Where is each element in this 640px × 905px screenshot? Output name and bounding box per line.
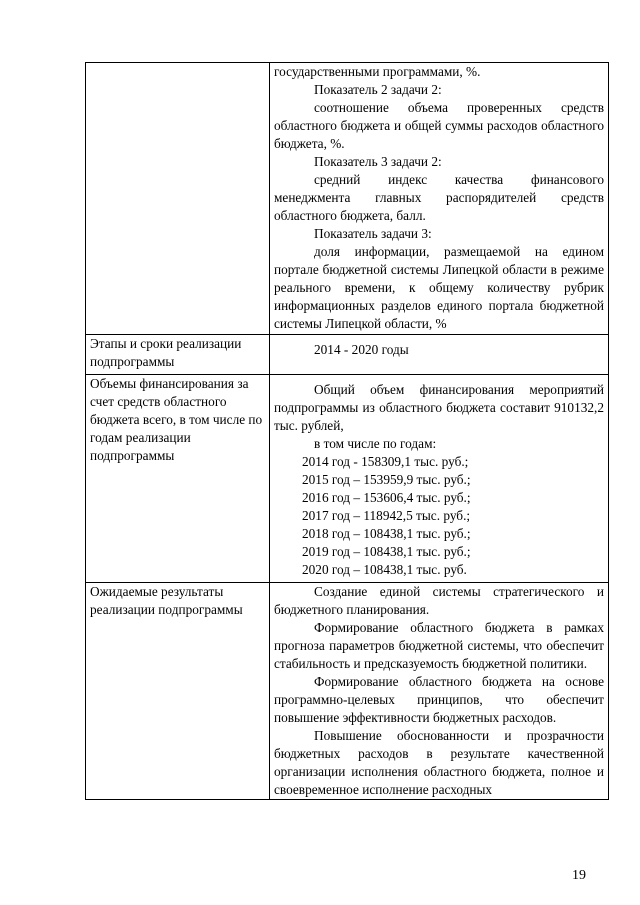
result-paragraph: Повышение обоснованности и прозрачности бюджетных расходов в результате качественной организации исполнения областного бюджета, полное и своевременное исполнение расходных	[274, 728, 604, 797]
indicator-text: государственными программами, %.	[274, 64, 481, 79]
funding-year-2018: 2018 год – 108438,1 тыс. руб.;	[302, 526, 471, 541]
indicator-text: доля информации, размещаемой на едином портале бюджетной системы Липецкой области в режиме реального времени, к общему количеству рубрик информационных разделов единого портала бюджетной системы Липецкой области, %	[274, 244, 604, 331]
indicator-heading: Показатель задачи 3:	[314, 226, 432, 241]
funding-cell	[270, 375, 609, 583]
indicators-cell	[270, 63, 609, 335]
funding-years-heading: в том числе по годам:	[314, 436, 437, 451]
funding-intro: Общий объем финансирования мероприятий подпрограммы из областного бюджета составит 910132,2 тыс. рублей,	[274, 382, 604, 433]
result-paragraph: Формирование областного бюджета на основе программно-целевых принципов, что обеспечит повышение эффективности бюджетных расходов.	[274, 674, 604, 725]
results-cell	[270, 583, 609, 800]
row-label-empty	[86, 63, 270, 335]
indicator-text: соотношение объема проверенных средств областного бюджета и общей суммы расходов областного бюджета, %.	[274, 100, 604, 151]
funding-year-2015: 2015 год – 153959,9 тыс. руб.;	[302, 472, 471, 487]
table-row	[86, 335, 609, 375]
funding-year-2014: 2014 год - 158309,1 тыс. руб.;	[302, 454, 469, 469]
funding-year-2019: 2019 год – 108438,1 тыс. руб.;	[302, 544, 471, 559]
result-paragraph: Создание единой системы стратегического и бюджетного планирования.	[274, 584, 604, 617]
results-label: Ожидаемые результаты реализации подпрограммы	[86, 583, 270, 800]
indicator-heading: Показатель 3 задачи 2:	[314, 154, 442, 169]
funding-year-2017: 2017 год – 118942,5 тыс. руб.;	[302, 508, 471, 523]
indicator-heading: Показатель 2 задачи 2:	[314, 82, 442, 97]
funding-year-2016: 2016 год – 153606,4 тыс. руб.;	[302, 490, 471, 505]
funding-label: Объемы финансирования за счет средств областного бюджета всего, в том числе по годам реализации подпрограммы	[86, 375, 270, 583]
stages-value: 2014 - 2020 годы	[314, 342, 409, 357]
table-row	[86, 375, 609, 583]
indicator-text: средний индекс качества финансового менеджмента главных распорядителей средств областного бюджета, балл.	[274, 172, 604, 223]
page-number: 19	[572, 868, 586, 883]
funding-year-2020: 2020 год – 108438,1 тыс. руб.	[302, 562, 467, 577]
stages-cell	[270, 335, 609, 375]
table-row	[86, 63, 609, 335]
result-paragraph: Формирование областного бюджета в рамках прогноза параметров бюджетной системы, что обеспечит стабильность и предсказуемость бюджетной политики.	[274, 620, 604, 671]
stages-label: Этапы и сроки реализации подпрограммы	[86, 335, 270, 375]
passport-table	[85, 62, 609, 800]
table-row	[86, 583, 609, 800]
